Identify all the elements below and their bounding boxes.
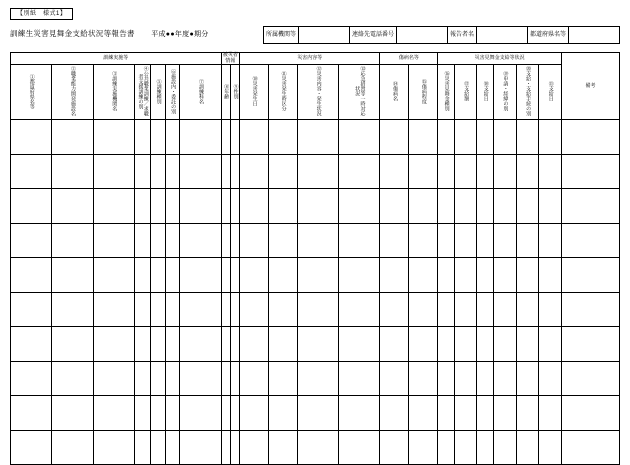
table-cell[interactable] xyxy=(134,430,151,465)
table-cell[interactable] xyxy=(230,154,239,189)
table-cell[interactable] xyxy=(11,189,52,224)
table-cell[interactable] xyxy=(240,361,269,396)
column-header-benefit-date xyxy=(477,65,494,120)
table-cell[interactable] xyxy=(52,327,93,362)
table-cell[interactable] xyxy=(269,327,298,362)
table-cell[interactable] xyxy=(339,223,380,258)
table-cell[interactable] xyxy=(516,292,539,327)
table-cell[interactable] xyxy=(477,361,494,396)
table-cell[interactable] xyxy=(454,327,477,362)
table-row xyxy=(11,292,620,327)
table-cell[interactable] xyxy=(52,120,93,155)
table-cell[interactable] xyxy=(134,154,151,189)
table-cell[interactable] xyxy=(493,120,516,155)
table-cell[interactable] xyxy=(339,361,380,396)
table-cell[interactable] xyxy=(165,292,179,327)
column-header-incident-timing xyxy=(269,65,298,120)
table-cell[interactable] xyxy=(134,120,151,155)
table-cell[interactable] xyxy=(180,292,221,327)
table-cell[interactable] xyxy=(380,292,409,327)
title-text: 訓練生災害見舞金支給状況等報告書 xyxy=(10,29,135,38)
column-header-training-category-text: ⑤訓練種別 xyxy=(155,78,162,104)
header-field-label-2: 報告者名 xyxy=(447,27,476,44)
table-cell[interactable] xyxy=(11,120,52,155)
table-cell[interactable] xyxy=(240,223,269,258)
column-header-facility-text: ②職業能力開発施設名 xyxy=(70,66,77,116)
table-cell[interactable] xyxy=(11,361,52,396)
table-cell[interactable] xyxy=(297,430,338,465)
table-cell[interactable] xyxy=(339,430,380,465)
table-cell[interactable] xyxy=(93,258,134,293)
table-cell[interactable] xyxy=(180,223,221,258)
table-cell[interactable] xyxy=(493,223,516,258)
table-cell[interactable] xyxy=(165,327,179,362)
table-cell[interactable] xyxy=(539,361,562,396)
table-cell[interactable] xyxy=(516,120,539,155)
table-cell[interactable] xyxy=(477,223,494,258)
column-header-course-name-text: ⑦訓練科名 xyxy=(197,78,204,104)
table-row xyxy=(11,361,620,396)
table-cell[interactable] xyxy=(240,292,269,327)
table-cell[interactable] xyxy=(516,258,539,293)
table-cell[interactable] xyxy=(221,327,230,362)
table-cell[interactable] xyxy=(52,396,93,431)
table-cell[interactable] xyxy=(151,430,165,465)
table-cell[interactable] xyxy=(477,292,494,327)
table-cell[interactable] xyxy=(339,258,380,293)
table-cell[interactable] xyxy=(93,361,134,396)
table-cell[interactable] xyxy=(221,361,230,396)
table-row xyxy=(11,430,620,465)
table-cell[interactable] xyxy=(240,327,269,362)
table-cell[interactable] xyxy=(339,327,380,362)
column-header-payment-date xyxy=(539,65,562,120)
table-cell[interactable] xyxy=(52,361,93,396)
column-header-facility xyxy=(52,65,93,120)
table-cell[interactable] xyxy=(11,292,52,327)
header-field-value-3[interactable] xyxy=(569,27,620,44)
table-cell[interactable] xyxy=(493,292,516,327)
table-cell[interactable] xyxy=(339,292,380,327)
report-table xyxy=(10,52,620,465)
table-cell[interactable] xyxy=(93,430,134,465)
table-cell[interactable] xyxy=(438,292,455,327)
table-cell[interactable] xyxy=(380,189,409,224)
table-cell[interactable] xyxy=(380,361,409,396)
table-cell[interactable] xyxy=(93,327,134,362)
table-cell[interactable] xyxy=(339,189,380,224)
table-cell[interactable] xyxy=(438,223,455,258)
table-cell[interactable] xyxy=(454,430,477,465)
table-cell[interactable] xyxy=(539,327,562,362)
table-cell[interactable] xyxy=(562,189,620,224)
column-header-training-type xyxy=(134,65,151,120)
table-row xyxy=(11,223,620,258)
column-header-remarks: 備考 xyxy=(562,53,620,120)
table-cell[interactable] xyxy=(180,189,221,224)
group-header-training: 訓練実施等 xyxy=(11,53,222,65)
table-cell[interactable] xyxy=(454,189,477,224)
table-cell[interactable] xyxy=(93,396,134,431)
table-cell[interactable] xyxy=(52,223,93,258)
table-cell[interactable] xyxy=(454,361,477,396)
table-cell[interactable] xyxy=(240,258,269,293)
table-cell[interactable] xyxy=(269,292,298,327)
column-header-organization-text: ③訓練実施機関名 xyxy=(111,71,118,111)
table-cell[interactable] xyxy=(339,154,380,189)
table-cell[interactable] xyxy=(438,361,455,396)
table-cell[interactable] xyxy=(562,223,620,258)
table-cell[interactable] xyxy=(269,258,298,293)
table-cell[interactable] xyxy=(297,258,338,293)
table-cell[interactable] xyxy=(240,120,269,155)
table-cell[interactable] xyxy=(269,396,298,431)
table-cell[interactable] xyxy=(230,361,239,396)
table-cell[interactable] xyxy=(151,154,165,189)
header-info-table xyxy=(263,26,620,44)
table-cell[interactable] xyxy=(477,154,494,189)
table-cell[interactable] xyxy=(151,189,165,224)
table-cell[interactable] xyxy=(409,327,438,362)
column-header-payment-date-text: ㉑支給日 xyxy=(547,81,554,101)
table-cell[interactable] xyxy=(516,223,539,258)
column-header-organization xyxy=(93,65,134,120)
table-cell[interactable] xyxy=(562,292,620,327)
table-cell[interactable] xyxy=(297,327,338,362)
table-cell[interactable] xyxy=(230,258,239,293)
column-header-first-aid-text: ⑬応急措置等一時対応状況 xyxy=(354,66,366,116)
table-cell[interactable] xyxy=(269,223,298,258)
table-cell[interactable] xyxy=(180,327,221,362)
table-cell[interactable] xyxy=(11,258,52,293)
table-cell[interactable] xyxy=(151,292,165,327)
column-header-inhouse-or-consigned xyxy=(165,65,179,120)
column-header-payment-process xyxy=(516,65,539,120)
table-cell[interactable] xyxy=(11,223,52,258)
table-cell[interactable] xyxy=(134,396,151,431)
table-cell[interactable] xyxy=(562,430,620,465)
table-cell[interactable] xyxy=(180,258,221,293)
table-cell[interactable] xyxy=(221,258,230,293)
table-cell[interactable] xyxy=(297,154,338,189)
table-row xyxy=(11,189,620,224)
column-header-injury-degree-text: ⑮傷病程度 xyxy=(420,78,427,104)
table-cell[interactable] xyxy=(93,120,134,155)
page-title xyxy=(10,28,209,39)
table-cell[interactable] xyxy=(165,258,179,293)
table-cell[interactable] xyxy=(438,430,455,465)
table-cell[interactable] xyxy=(477,430,494,465)
table-cell[interactable] xyxy=(52,292,93,327)
table-cell[interactable] xyxy=(52,154,93,189)
column-header-prefecture xyxy=(11,65,52,120)
table-cell[interactable] xyxy=(493,396,516,431)
column-header-first-aid xyxy=(339,65,380,120)
table-row xyxy=(11,120,620,155)
table-cell[interactable] xyxy=(297,361,338,396)
table-cell[interactable] xyxy=(52,258,93,293)
table-cell[interactable] xyxy=(409,258,438,293)
column-header-training-type-text: ④公共職業訓練／求職者支援訓練の別 xyxy=(137,66,149,116)
group-header-injury: 傷病名等 xyxy=(380,53,438,65)
table-cell[interactable] xyxy=(409,430,438,465)
table-cell[interactable] xyxy=(562,120,620,155)
table-cell[interactable] xyxy=(297,189,338,224)
table-cell[interactable] xyxy=(516,396,539,431)
header-field-value-1[interactable] xyxy=(396,27,447,44)
table-cell[interactable] xyxy=(516,154,539,189)
table-head xyxy=(11,53,620,120)
table-cell[interactable] xyxy=(409,120,438,155)
table-cell[interactable] xyxy=(477,189,494,224)
table-cell[interactable] xyxy=(11,396,52,431)
table-cell[interactable] xyxy=(516,189,539,224)
table-cell[interactable] xyxy=(165,223,179,258)
table-cell[interactable] xyxy=(297,396,338,431)
table-cell[interactable] xyxy=(269,120,298,155)
table-cell[interactable] xyxy=(165,361,179,396)
table-cell[interactable] xyxy=(180,430,221,465)
table-cell[interactable] xyxy=(134,189,151,224)
table-cell[interactable] xyxy=(380,120,409,155)
table-cell[interactable] xyxy=(151,258,165,293)
column-header-incident-date-text: ⑩災害発生日 xyxy=(251,76,258,106)
header-info-row xyxy=(263,27,619,44)
table-cell[interactable] xyxy=(539,189,562,224)
table-cell[interactable] xyxy=(380,396,409,431)
table-cell[interactable] xyxy=(493,430,516,465)
table-cell[interactable] xyxy=(438,327,455,362)
table-cell[interactable] xyxy=(230,292,239,327)
table-cell[interactable] xyxy=(11,154,52,189)
table-cell[interactable] xyxy=(477,258,494,293)
table-cell[interactable] xyxy=(134,361,151,396)
table-column-header-row xyxy=(11,65,620,120)
table-cell[interactable] xyxy=(52,189,93,224)
table-cell[interactable] xyxy=(380,223,409,258)
table-cell[interactable] xyxy=(339,120,380,155)
table-cell[interactable] xyxy=(165,154,179,189)
column-header-payment-process-text: ⑳支給・支給手続の別 xyxy=(525,66,532,116)
table-cell[interactable] xyxy=(409,189,438,224)
table-cell[interactable] xyxy=(380,258,409,293)
table-cell[interactable] xyxy=(230,120,239,155)
table-cell[interactable] xyxy=(269,154,298,189)
table-cell[interactable] xyxy=(221,430,230,465)
table-row xyxy=(11,258,620,293)
table-cell[interactable] xyxy=(269,430,298,465)
table-cell[interactable] xyxy=(134,223,151,258)
table-cell[interactable] xyxy=(180,120,221,155)
column-header-benefit-type xyxy=(438,65,455,120)
table-cell[interactable] xyxy=(151,120,165,155)
table-cell[interactable] xyxy=(269,189,298,224)
table-cell[interactable] xyxy=(180,361,221,396)
column-header-benefit-amount-text: ⑰支給額 xyxy=(463,81,470,101)
table-cell[interactable] xyxy=(165,396,179,431)
column-header-incident-timing-text: ⑪災害発生時区分 xyxy=(280,71,287,111)
table-cell[interactable] xyxy=(493,361,516,396)
column-header-benefit-amount xyxy=(454,65,477,120)
table-cell[interactable] xyxy=(409,396,438,431)
header-field-value-2[interactable] xyxy=(476,27,527,44)
column-header-application-route xyxy=(493,65,516,120)
table-cell[interactable] xyxy=(339,396,380,431)
table-cell[interactable] xyxy=(539,396,562,431)
header-field-label-3: 都道府県名等 xyxy=(527,27,568,44)
table-body xyxy=(11,120,620,465)
form-number-label: 【別紙 様式1】 xyxy=(10,8,73,20)
table-cell[interactable] xyxy=(180,396,221,431)
table-cell[interactable] xyxy=(438,189,455,224)
table-cell[interactable] xyxy=(230,396,239,431)
column-header-benefit-date-text: ⑱支給日 xyxy=(482,81,489,101)
table-cell[interactable] xyxy=(151,396,165,431)
table-row xyxy=(11,396,620,431)
table-cell[interactable] xyxy=(165,189,179,224)
column-header-incident-date xyxy=(240,65,269,120)
table-cell[interactable] xyxy=(93,154,134,189)
table-cell[interactable] xyxy=(539,223,562,258)
column-header-injury-name-text: ⑭傷病名 xyxy=(392,81,398,101)
header-field-label-1: 連絡先電話番号 xyxy=(349,27,396,44)
table-cell[interactable] xyxy=(477,120,494,155)
column-header-application-route-text: ⑲申請・経緯の別 xyxy=(502,71,509,111)
table-cell[interactable] xyxy=(221,154,230,189)
table-cell[interactable] xyxy=(562,361,620,396)
table-cell[interactable] xyxy=(493,154,516,189)
table-cell[interactable] xyxy=(297,292,338,327)
table-cell[interactable] xyxy=(438,154,455,189)
table-cell[interactable] xyxy=(454,396,477,431)
column-header-gender xyxy=(230,65,239,120)
column-header-benefit-type-text: ⑯災害見舞金種別 xyxy=(443,71,450,111)
table-cell[interactable] xyxy=(134,292,151,327)
table-cell[interactable] xyxy=(165,430,179,465)
column-header-incident-detail xyxy=(297,65,338,120)
table-cell[interactable] xyxy=(380,154,409,189)
column-header-inhouse-or-consigned-text: ⑥施設内・委託の別 xyxy=(170,68,177,114)
table-cell[interactable] xyxy=(562,258,620,293)
table-cell[interactable] xyxy=(230,189,239,224)
column-header-training-category xyxy=(151,65,165,120)
table-cell[interactable] xyxy=(562,154,620,189)
column-header-incident-detail-text: ⑫災害内容・発生状況 xyxy=(315,66,322,116)
table-cell[interactable] xyxy=(380,430,409,465)
table-row xyxy=(11,154,620,189)
table-cell[interactable] xyxy=(297,120,338,155)
table-cell[interactable] xyxy=(493,258,516,293)
table-cell[interactable] xyxy=(539,430,562,465)
table-cell[interactable] xyxy=(477,396,494,431)
table-cell[interactable] xyxy=(562,327,620,362)
table-cell[interactable] xyxy=(539,154,562,189)
table-cell[interactable] xyxy=(516,361,539,396)
table-cell[interactable] xyxy=(409,223,438,258)
table-cell[interactable] xyxy=(438,396,455,431)
table-cell[interactable] xyxy=(562,396,620,431)
table-cell[interactable] xyxy=(539,292,562,327)
table-cell[interactable] xyxy=(516,430,539,465)
table-cell[interactable] xyxy=(240,189,269,224)
table-cell[interactable] xyxy=(230,327,239,362)
table-cell[interactable] xyxy=(11,327,52,362)
table-cell[interactable] xyxy=(438,120,455,155)
table-cell[interactable] xyxy=(409,292,438,327)
table-cell[interactable] xyxy=(454,292,477,327)
table-cell[interactable] xyxy=(151,223,165,258)
table-cell[interactable] xyxy=(240,430,269,465)
group-header-payment: 災害見舞金支給等状況 xyxy=(438,53,562,65)
column-header-injury-degree xyxy=(409,65,438,120)
header-field-value-0[interactable] xyxy=(298,27,349,44)
table-cell[interactable] xyxy=(52,430,93,465)
table-cell[interactable] xyxy=(409,361,438,396)
column-header-age xyxy=(221,65,230,120)
table-row xyxy=(11,327,620,362)
table-cell[interactable] xyxy=(493,189,516,224)
table-cell[interactable] xyxy=(221,396,230,431)
table-cell[interactable] xyxy=(230,223,239,258)
column-header-age-text: ⑧年齢 xyxy=(223,83,230,99)
table-cell[interactable] xyxy=(93,189,134,224)
table-cell[interactable] xyxy=(230,430,239,465)
table-cell[interactable] xyxy=(221,189,230,224)
table-cell[interactable] xyxy=(454,120,477,155)
table-cell[interactable] xyxy=(240,154,269,189)
table-cell[interactable] xyxy=(221,120,230,155)
table-cell[interactable] xyxy=(297,223,338,258)
group-header-incident: 災害内容等 xyxy=(240,53,380,65)
column-header-injury-name xyxy=(380,65,409,120)
table-cell[interactable] xyxy=(269,361,298,396)
table-cell[interactable] xyxy=(11,430,52,465)
table-cell[interactable] xyxy=(539,258,562,293)
column-header-course-name xyxy=(180,65,221,120)
table-cell[interactable] xyxy=(539,120,562,155)
table-cell[interactable] xyxy=(454,223,477,258)
table-cell[interactable] xyxy=(221,292,230,327)
header-field-label-0: 所属機関等 xyxy=(263,27,298,44)
table-cell[interactable] xyxy=(493,327,516,362)
table-cell[interactable] xyxy=(151,327,165,362)
table-cell[interactable] xyxy=(165,120,179,155)
table-cell[interactable] xyxy=(477,327,494,362)
table-cell[interactable] xyxy=(93,292,134,327)
table-cell[interactable] xyxy=(93,223,134,258)
column-header-gender-text: ⑨性別 xyxy=(232,83,239,99)
table-cell[interactable] xyxy=(221,223,230,258)
table-cell[interactable] xyxy=(134,258,151,293)
group-header-victim: 被災者情報 xyxy=(222,52,238,64)
table-cell[interactable] xyxy=(180,154,221,189)
table-cell[interactable] xyxy=(454,154,477,189)
table-cell[interactable] xyxy=(409,154,438,189)
table-cell[interactable] xyxy=(438,258,455,293)
table-cell[interactable] xyxy=(134,327,151,362)
table-cell[interactable] xyxy=(454,258,477,293)
column-header-prefecture-text: ①都道府県名等 xyxy=(28,73,35,109)
report-period: 平成●●年度●期分 xyxy=(151,31,209,38)
table-cell[interactable] xyxy=(151,361,165,396)
table-cell[interactable] xyxy=(380,327,409,362)
table-cell[interactable] xyxy=(516,327,539,362)
table-cell[interactable] xyxy=(240,396,269,431)
table-group-header-row xyxy=(11,53,620,65)
